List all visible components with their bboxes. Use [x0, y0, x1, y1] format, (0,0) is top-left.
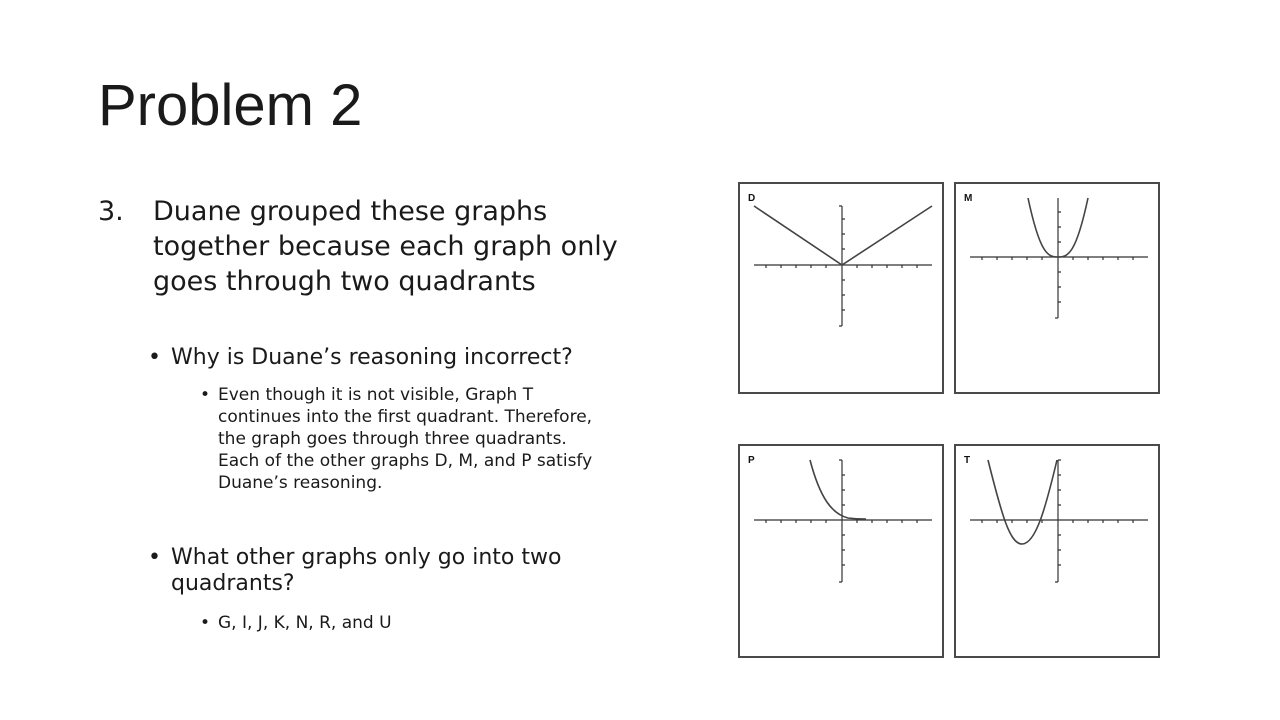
graph-d [738, 182, 944, 394]
bullet-glyph: • [148, 345, 161, 370]
sub-bullet-text: G, I, J, K, N, R, and U [218, 613, 392, 633]
sub-bullet-glyph: • [200, 385, 211, 405]
graph-m [954, 182, 1160, 394]
bullet-text: What other graphs only go into two quadrants? [171, 545, 562, 596]
sub-bullet-glyph: • [200, 613, 211, 633]
graph-t [954, 444, 1160, 658]
graph-label: M [964, 193, 973, 204]
bullet-text: Why is Duane’s reasoning incorrect? [171, 345, 573, 370]
graph-label: P [748, 455, 755, 466]
sub-bullet-text: Even though it is not visible, Graph T continues into the first quadrant. Therefore, the graph goes through three quadrants. Each of the other graphs D, M, and P satisfy Duane’s reasoning. [218, 385, 593, 493]
graph-label: T [964, 455, 971, 466]
question-text: Duane grouped these graphs together because each graph only goes through two quadrants [153, 196, 618, 297]
graph-label: D [748, 193, 756, 204]
bullet-glyph: • [148, 545, 161, 570]
graph-panel [736, 180, 1164, 660]
question-number: 3. [98, 196, 124, 227]
sub-bullet-item-answer [200, 384, 610, 494]
bullet-item-other-graphs [148, 545, 648, 597]
graph-p [738, 444, 944, 658]
sub-bullet-item-graph-list [200, 612, 610, 634]
question-item [98, 194, 618, 299]
bullet-item-reasoning [148, 345, 648, 371]
slide-title: Problem 2 [98, 73, 363, 138]
